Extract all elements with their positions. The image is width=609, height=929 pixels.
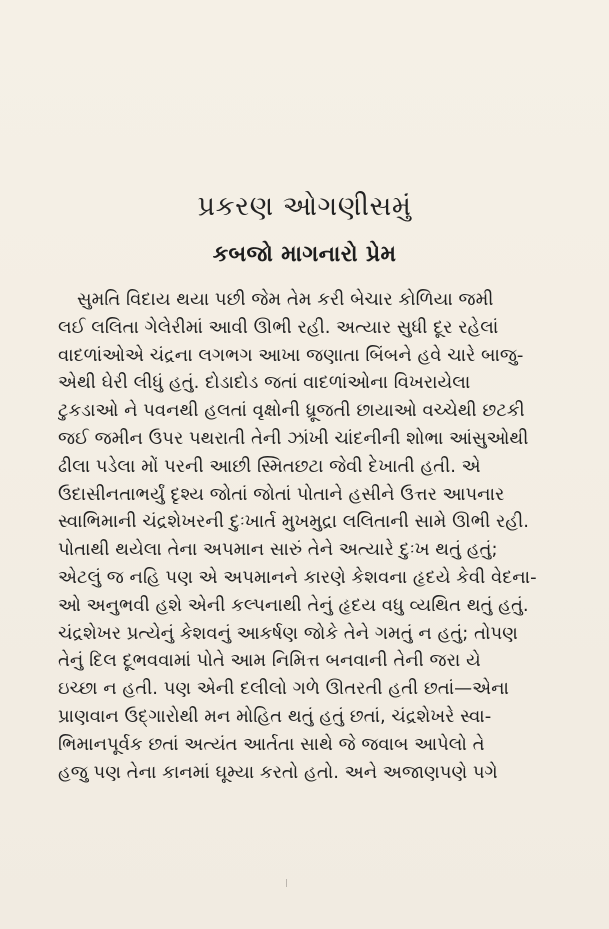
chapter-title: કબજો માગનારો પ્રેમ (212, 242, 397, 267)
text-line: સ્વાભિમાની ચંદ્રશેખરની દુઃખાર્ત મુખમુદ્રા લલિતાની સામે ઊભી રહી. (58, 511, 529, 533)
text-line: પ્રાણવાન ઉદ્ગારોથી મન મોહિત થતું હતું છતાં, ચંદ્રશેખરે સ્વા- (58, 705, 492, 727)
text-line: વાદળાંઓએ ચંદ્રના લગભગ આખા જણાતા બિંબને હવે ચારે બાજુ- (58, 344, 524, 366)
text-line: તેનું દિલ દૂભવવામાં પોતે આમ નિમિત્ત બનવાની તેની જરા યે (58, 650, 481, 672)
text-line: ચંદ્રશેખર પ્રત્યેનું કેશવનું આકર્ષણ જોકે તેને ગમતું ન હતું; તોપણ (58, 622, 518, 644)
chapter-number: પ્રકરણ ઓગણીસમું (197, 191, 412, 222)
text-line: ઇચ્છા ન હતી. પણ એની દલીલો ગળે ઊતરતી હતી છતાં—એના (58, 678, 509, 700)
text-line: સુમતિ વિદાય થયા પછી જેમ તેમ કરી બેચાર કોળિયા જમી (77, 289, 494, 310)
page-mark (286, 879, 287, 887)
text-line: એથી ઘેરી લીધું હતું. દોડાદોડ જતાં વાદળાંઓના વિખરાયેલા (58, 372, 471, 394)
text-line: ઓ અનુભવી હશે એની કલ્પનાથી તેનું હૃદય વધુ વ્યથિત થતું હતું. (58, 594, 529, 616)
text-line: પોતાથી થયેલા તેના અપમાન સારું તેને અત્યારે દુઃખ થતું હતું; (58, 539, 498, 561)
text-line: ભિમાનપૂર્વક છતાં અત્યંત આર્તતા સાથે જે જવાબ આપેલો તે (58, 733, 485, 755)
text-line: ઢીલા પડેલા મોં પરની આછી સ્મિતછટા જેવી દેખાતી હતી. એ (58, 455, 481, 477)
text-line: એટલું જ નહિ પણ એ અપમાનને કારણે કેશવના હૃદયે કેવી વેદના- (58, 566, 537, 588)
text-line: જઈ જમીન ઉપર પથરાતી તેની ઝાંખી ચાંદનીની શોભા આંસુઓથી (58, 427, 529, 449)
text-line: લઈ લલિતા ગેલેરીમાં આવી ઊભી રહી. અત્યાર સુધી દૂર રહેલાં (58, 316, 499, 338)
text-line: હજુ પણ તેના કાનમાં ઘૂમ્યા કરતો હતો. અને અજાણપણે પગે (58, 761, 498, 783)
text-line: ટુકડાઓ ને પવનથી હલતાં વૃક્ષોની ધ્રૂજતી છાયાઓ વચ્ચેથી છટકી (58, 400, 525, 422)
body-text (58, 286, 554, 786)
text-line: ઉદાસીનતાભર્યું દૃશ્ય જોતાં જોતાં પોતાને હસીને ઉત્તર આપનાર (58, 483, 505, 505)
